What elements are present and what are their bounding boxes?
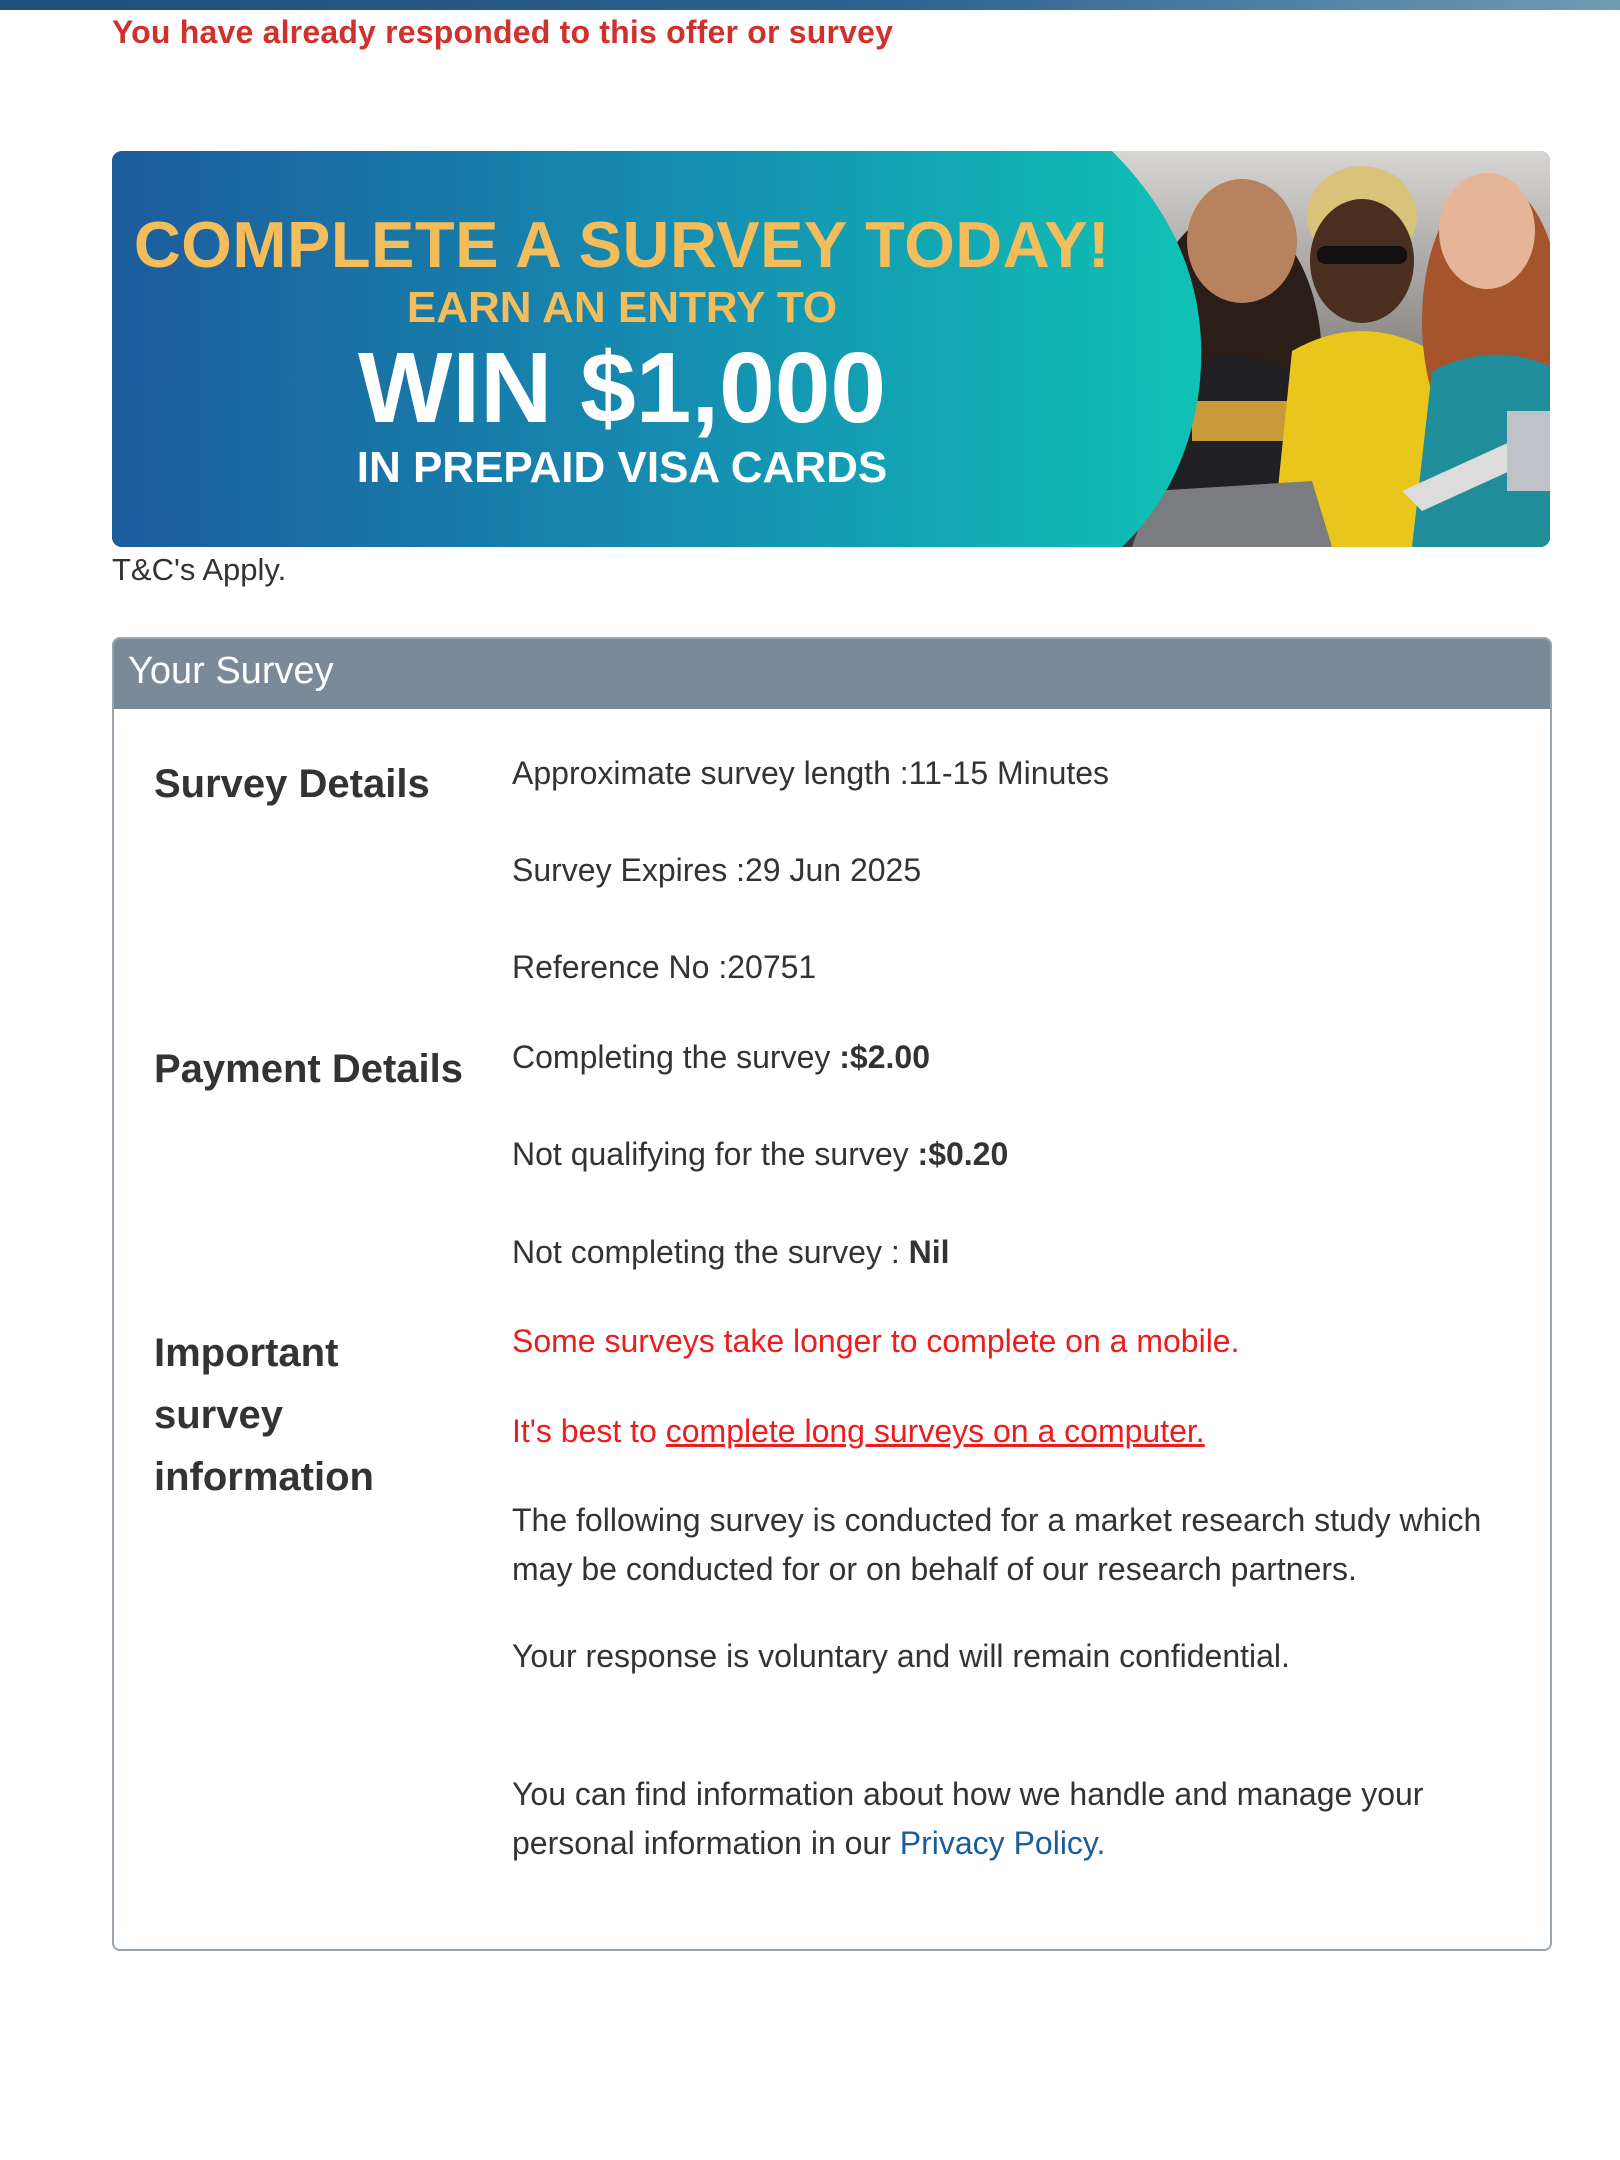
important-info-label: Important survey information [154, 1331, 374, 1499]
banner-text [112, 151, 1132, 547]
payment-completing-label: Completing the survey [512, 1039, 840, 1075]
survey-panel-header [114, 639, 1550, 709]
promo-banner [112, 151, 1550, 547]
terms-apply-text: T&C's Apply. [112, 552, 287, 587]
survey-reference [512, 949, 816, 986]
payment-not-qualifying-label: Not qualifying for the survey [512, 1136, 918, 1172]
banner-prize-detail: IN PREPAID VISA CARDS [356, 443, 888, 492]
privacy-policy-link[interactable]: Privacy Policy. [899, 1825, 1106, 1861]
payment-not-completing [512, 1234, 950, 1271]
banner-headline: COMPLETE A SURVEY TODAY! [133, 208, 1111, 281]
survey-length [512, 755, 1109, 792]
survey-details-label: Survey Details [154, 762, 430, 806]
survey-expires-value: 29 Jun 2025 [744, 852, 922, 888]
banner-subheadline: EARN AN ENTRY TO [406, 283, 838, 332]
payment-not-qualifying-value: :$0.20 [917, 1136, 1009, 1172]
payment-completing [512, 1039, 930, 1076]
survey-length-value: 11-15 Minutes [908, 755, 1110, 791]
mobile-warning: Some surveys take longer to complete on a mobile. [512, 1323, 1240, 1359]
payment-not-completing-value: Nil [908, 1234, 950, 1270]
payment-not-qualifying [512, 1136, 1008, 1173]
survey-reference-label: Reference No : [512, 949, 728, 985]
already-responded-notice: You have already responded to this offer or survey [112, 14, 894, 50]
privacy-text-body: You can find information about how we handle and manage your personal information in our [512, 1776, 1424, 1861]
survey-length-label: Approximate survey length : [512, 755, 909, 791]
privacy-text [512, 1770, 1522, 1868]
market-research-text: The following survey is conducted for a market research study which may be conducted for or on behalf of our research partners. [512, 1502, 1482, 1587]
voluntary-text: Your response is voluntary and will remain confidential. [512, 1638, 1290, 1674]
survey-expires-label: Survey Expires : [512, 852, 745, 888]
computer-recommendation-prefix: It's best to [512, 1413, 666, 1449]
payment-completing-value: :$2.00 [839, 1039, 930, 1075]
payment-details-label: Payment Details [154, 1047, 464, 1091]
survey-reference-value: 20751 [727, 949, 817, 985]
survey-panel [112, 637, 1552, 1951]
banner-prize: WIN $1,000 [357, 332, 887, 444]
laptop-graphic [1507, 411, 1550, 491]
survey-panel-title: Your Survey [128, 650, 334, 692]
top-accent-bar [0, 0, 1620, 10]
payment-not-completing-label: Not completing the survey : [512, 1234, 909, 1270]
complete-on-computer-link[interactable]: complete long surveys on a computer. [665, 1413, 1205, 1449]
computer-recommendation [512, 1413, 1205, 1450]
survey-expires [512, 852, 921, 889]
